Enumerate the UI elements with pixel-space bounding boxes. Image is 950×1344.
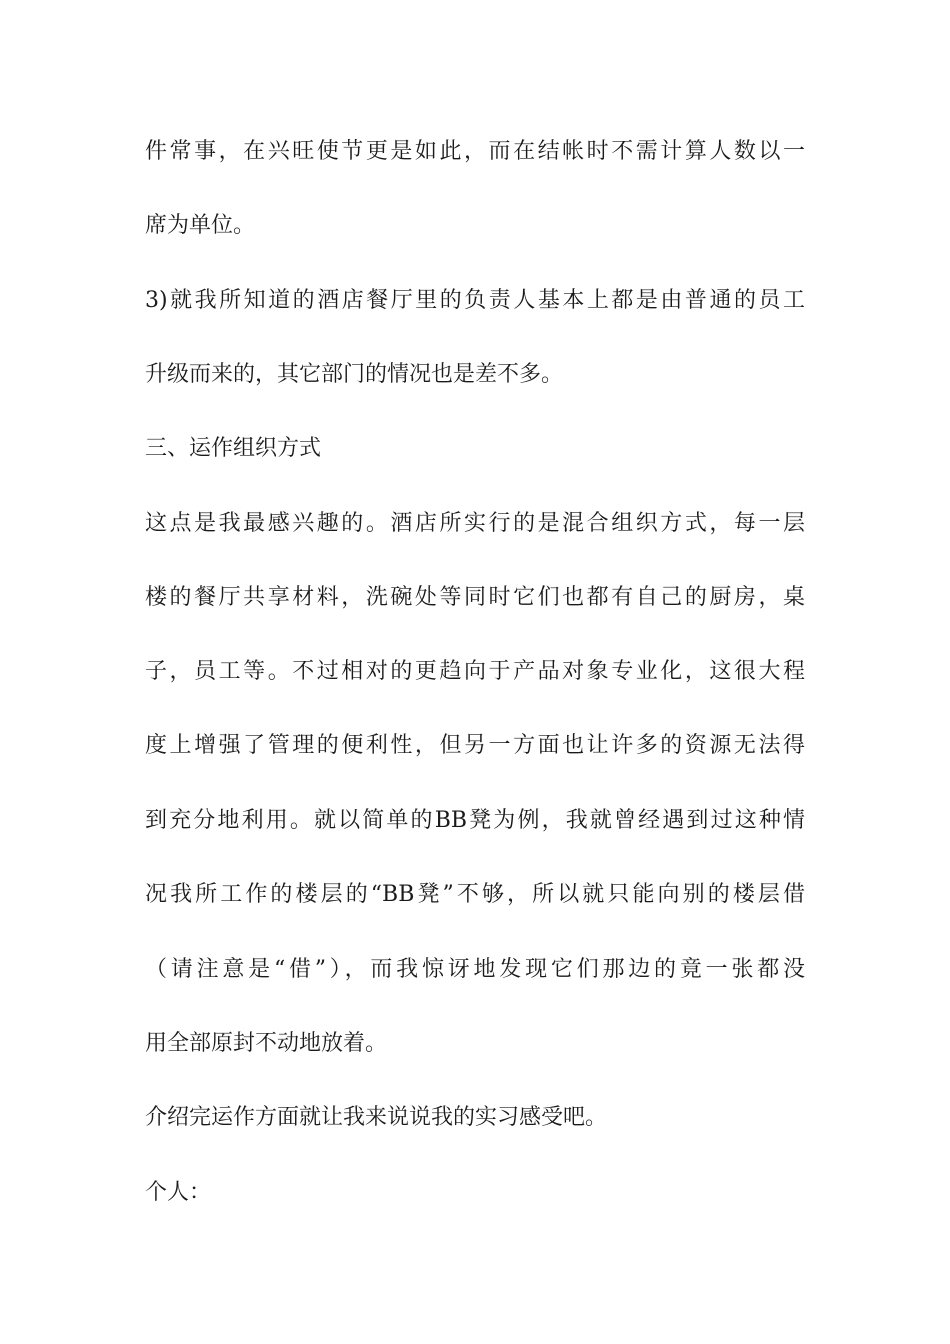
paragraph-line: 度上增强了管理的便利性，但另一方面也让许多的资源无法得 [145,733,805,758]
paragraph-line: 这点是我最感兴趣的。酒店所实行的是混合组织方式，每一层 [145,511,805,536]
paragraph-line: 况我所工作的楼层的“BB凳”不够，所以就只能向别的楼层借 [145,882,805,907]
paragraph-line: 子，员工等。不过相对的更趋向于产品对象专业化，这很大程 [145,659,805,684]
paragraph-line: 升级而来的，其它部门的情况也是差不多。 [145,362,564,387]
paragraph-line: 介绍完运作方面就让我来说说我的实习感受吧。 [145,1105,608,1130]
paragraph-line: 楼的餐厅共享材料，洗碗处等同时它们也都有自己的厨房，桌 [145,585,805,610]
paragraph-line: 个人： [145,1180,212,1205]
section-heading: 三、运作组织方式 [145,436,322,461]
paragraph-line: 3)就我所知道的酒店餐厅里的负责人基本上都是由普通的员工 [145,288,805,313]
paragraph-line: 到充分地利用。就以简单的BB凳为例，我就曾经遇到过这种情 [145,808,805,833]
paragraph-line: （请注意是“借”），而我惊讶地发现它们那边的竟一张都没 [145,957,805,982]
paragraph-line: 用全部原封不动地放着。 [145,1031,388,1056]
paragraph-line: 件常事，在兴旺使节更是如此，而在结帐时不需计算人数以一 [145,139,805,164]
paragraph-line: 席为单位。 [145,213,256,238]
